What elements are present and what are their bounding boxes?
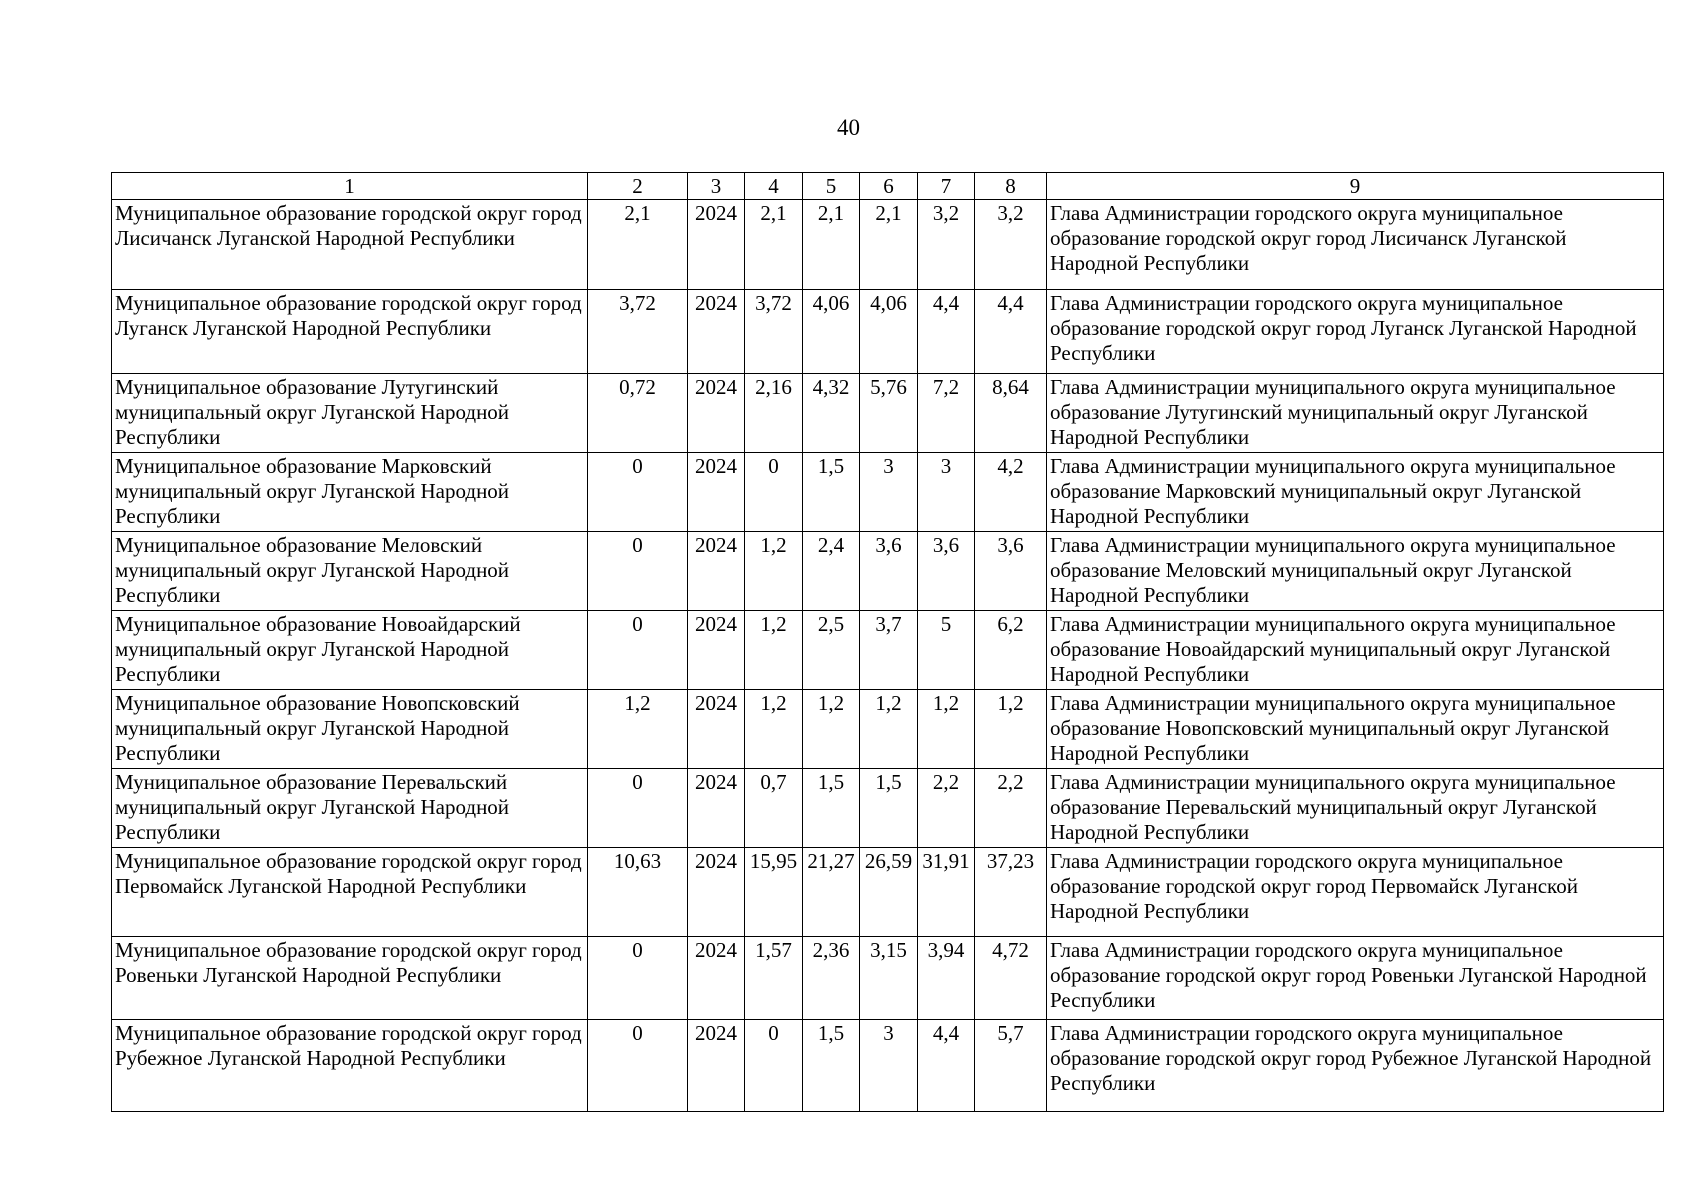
municipality-name-cell: Муниципальное образование городской округ город Рубежное Луганской Народной Республики — [112, 1020, 588, 1112]
responsible-cell: Глава Администрации городского округа муниципальное образование городской округ город Ровеньки Луганской Народной Республики — [1047, 937, 1664, 1020]
value-cell-col-5: 2,4 — [803, 532, 860, 611]
value-cell-col-7: 4,4 — [918, 1020, 975, 1112]
header-col-9: 9 — [1047, 173, 1664, 200]
value-cell-col-4: 15,95 — [745, 848, 803, 937]
value-cell-col-8: 6,2 — [975, 611, 1047, 690]
municipality-name-cell: Муниципальное образование городской округ город Луганск Луганской Народной Республики — [112, 290, 588, 374]
value-cell-col-6: 3 — [860, 1020, 918, 1112]
value-cell-col-7: 5 — [918, 611, 975, 690]
year-cell: 2024 — [688, 453, 745, 532]
responsible-cell: Глава Администрации муниципального округа муниципальное образование Новопсковский муниципальный округ Луганской Народной Республики — [1047, 690, 1664, 769]
header-col-6: 6 — [860, 173, 918, 200]
table-row — [112, 374, 1664, 453]
year-cell: 2024 — [688, 848, 745, 937]
value-cell-col-4: 1,57 — [745, 937, 803, 1020]
table-row — [112, 453, 1664, 532]
value-cell-col-5: 21,27 — [803, 848, 860, 937]
year-cell: 2024 — [688, 769, 745, 848]
value-cell-col-5: 1,5 — [803, 1020, 860, 1112]
value-cell-col-2: 0,72 — [588, 374, 688, 453]
value-cell-col-2: 0 — [588, 1020, 688, 1112]
value-cell-col-8: 2,2 — [975, 769, 1047, 848]
value-cell-col-6: 5,76 — [860, 374, 918, 453]
value-cell-col-2: 0 — [588, 769, 688, 848]
value-cell-col-4: 1,2 — [745, 532, 803, 611]
year-cell: 2024 — [688, 690, 745, 769]
year-cell: 2024 — [688, 290, 745, 374]
responsible-cell: Глава Администрации городского округа муниципальное образование городской округ город Луганск Луганской Народной Республики — [1047, 290, 1664, 374]
page-number: 40 — [837, 115, 860, 140]
table-row — [112, 200, 1664, 290]
municipality-name-cell: Муниципальное образование Перевальский муниципальный округ Луганской Народной Республики — [112, 769, 588, 848]
value-cell-col-6: 3 — [860, 453, 918, 532]
value-cell-col-6: 4,06 — [860, 290, 918, 374]
value-cell-col-8: 4,72 — [975, 937, 1047, 1020]
value-cell-col-2: 1,2 — [588, 690, 688, 769]
municipality-name-cell: Муниципальное образование Лутугинский муниципальный округ Луганской Народной Республики — [112, 374, 588, 453]
table-header — [112, 173, 1664, 200]
header-row — [112, 173, 1664, 200]
value-cell-col-5: 1,2 — [803, 690, 860, 769]
municipality-name-cell: Муниципальное образование Новопсковский муниципальный округ Луганской Народной Республики — [112, 690, 588, 769]
value-cell-col-5: 1,5 — [803, 453, 860, 532]
year-cell: 2024 — [688, 611, 745, 690]
value-cell-col-7: 7,2 — [918, 374, 975, 453]
table-body — [112, 200, 1664, 1112]
value-cell-col-2: 0 — [588, 937, 688, 1020]
value-cell-col-2: 10,63 — [588, 848, 688, 937]
responsible-cell: Глава Администрации муниципального округа муниципальное образование Новоайдарский муниципальный округ Луганской Народной Республики — [1047, 611, 1664, 690]
value-cell-col-2: 3,72 — [588, 290, 688, 374]
table-row — [112, 937, 1664, 1020]
value-cell-col-2: 2,1 — [588, 200, 688, 290]
value-cell-col-4: 3,72 — [745, 290, 803, 374]
year-cell: 2024 — [688, 532, 745, 611]
table-row — [112, 532, 1664, 611]
value-cell-col-6: 1,2 — [860, 690, 918, 769]
value-cell-col-7: 3,94 — [918, 937, 975, 1020]
value-cell-col-8: 3,2 — [975, 200, 1047, 290]
value-cell-col-5: 1,5 — [803, 769, 860, 848]
year-cell: 2024 — [688, 1020, 745, 1112]
table-row — [112, 769, 1664, 848]
header-col-8: 8 — [975, 173, 1047, 200]
value-cell-col-5: 4,06 — [803, 290, 860, 374]
value-cell-col-8: 4,2 — [975, 453, 1047, 532]
municipality-name-cell: Муниципальное образование Новоайдарский муниципальный округ Луганской Народной Республики — [112, 611, 588, 690]
value-cell-col-6: 2,1 — [860, 200, 918, 290]
value-cell-col-8: 5,7 — [975, 1020, 1047, 1112]
header-col-4: 4 — [745, 173, 803, 200]
value-cell-col-8: 1,2 — [975, 690, 1047, 769]
value-cell-col-4: 1,2 — [745, 690, 803, 769]
value-cell-col-6: 3,6 — [860, 532, 918, 611]
value-cell-col-7: 4,4 — [918, 290, 975, 374]
value-cell-col-8: 3,6 — [975, 532, 1047, 611]
responsible-cell: Глава Администрации муниципального округа муниципальное образование Меловский муниципальный округ Луганской Народной Республики — [1047, 532, 1664, 611]
value-cell-col-2: 0 — [588, 611, 688, 690]
value-cell-col-2: 0 — [588, 532, 688, 611]
value-cell-col-4: 2,16 — [745, 374, 803, 453]
value-cell-col-6: 1,5 — [860, 769, 918, 848]
value-cell-col-5: 2,5 — [803, 611, 860, 690]
header-col-7: 7 — [918, 173, 975, 200]
value-cell-col-4: 2,1 — [745, 200, 803, 290]
table-row — [112, 848, 1664, 937]
value-cell-col-8: 8,64 — [975, 374, 1047, 453]
responsible-cell: Глава Администрации городского округа муниципальное образование городской округ город Первомайск Луганской Народной Республики — [1047, 848, 1664, 937]
responsible-cell: Глава Администрации городского округа муниципальное образование городской округ город Рубежное Луганской Народной Республики — [1047, 1020, 1664, 1112]
responsible-cell: Глава Администрации муниципального округа муниципальное образование Марковский муниципальный округ Луганской Народной Республики — [1047, 453, 1664, 532]
value-cell-col-4: 0 — [745, 453, 803, 532]
header-col-2: 2 — [588, 173, 688, 200]
value-cell-col-5: 2,1 — [803, 200, 860, 290]
value-cell-col-4: 0 — [745, 1020, 803, 1112]
value-cell-col-5: 2,36 — [803, 937, 860, 1020]
value-cell-col-4: 1,2 — [745, 611, 803, 690]
municipality-name-cell: Муниципальное образование городской округ город Ровеньки Луганской Народной Республики — [112, 937, 588, 1020]
table-row — [112, 290, 1664, 374]
year-cell: 2024 — [688, 937, 745, 1020]
header-col-3: 3 — [688, 173, 745, 200]
municipality-name-cell: Муниципальное образование Меловский муниципальный округ Луганской Народной Республики — [112, 532, 588, 611]
value-cell-col-6: 3,7 — [860, 611, 918, 690]
value-cell-col-6: 3,15 — [860, 937, 918, 1020]
value-cell-col-7: 2,2 — [918, 769, 975, 848]
table-row — [112, 1020, 1664, 1112]
municipality-name-cell: Муниципальное образование городской округ город Первомайск Луганской Народной Республики — [112, 848, 588, 937]
table-row — [112, 690, 1664, 769]
value-cell-col-7: 3,2 — [918, 200, 975, 290]
value-cell-col-8: 4,4 — [975, 290, 1047, 374]
value-cell-col-7: 31,91 — [918, 848, 975, 937]
responsible-cell: Глава Администрации городского округа муниципальное образование городской округ город Лисичанск Луганской Народной Республики — [1047, 200, 1664, 290]
value-cell-col-7: 3,6 — [918, 532, 975, 611]
value-cell-col-2: 0 — [588, 453, 688, 532]
municipality-name-cell: Муниципальное образование городской округ город Лисичанск Луганской Народной Республики — [112, 200, 588, 290]
value-cell-col-5: 4,32 — [803, 374, 860, 453]
value-cell-col-8: 37,23 — [975, 848, 1047, 937]
table-row — [112, 611, 1664, 690]
municipality-name-cell: Муниципальное образование Марковский муниципальный округ Луганской Народной Республики — [112, 453, 588, 532]
year-cell: 2024 — [688, 374, 745, 453]
year-cell: 2024 — [688, 200, 745, 290]
header-col-5: 5 — [803, 173, 860, 200]
value-cell-col-7: 1,2 — [918, 690, 975, 769]
value-cell-col-6: 26,59 — [860, 848, 918, 937]
value-cell-col-4: 0,7 — [745, 769, 803, 848]
data-table — [111, 172, 1664, 1112]
responsible-cell: Глава Администрации муниципального округа муниципальное образование Перевальский муниципальный округ Луганской Народной Республики — [1047, 769, 1664, 848]
header-col-1: 1 — [112, 173, 588, 200]
responsible-cell: Глава Администрации муниципального округа муниципальное образование Лутугинский муниципальный округ Луганской Народной Республики — [1047, 374, 1664, 453]
value-cell-col-7: 3 — [918, 453, 975, 532]
